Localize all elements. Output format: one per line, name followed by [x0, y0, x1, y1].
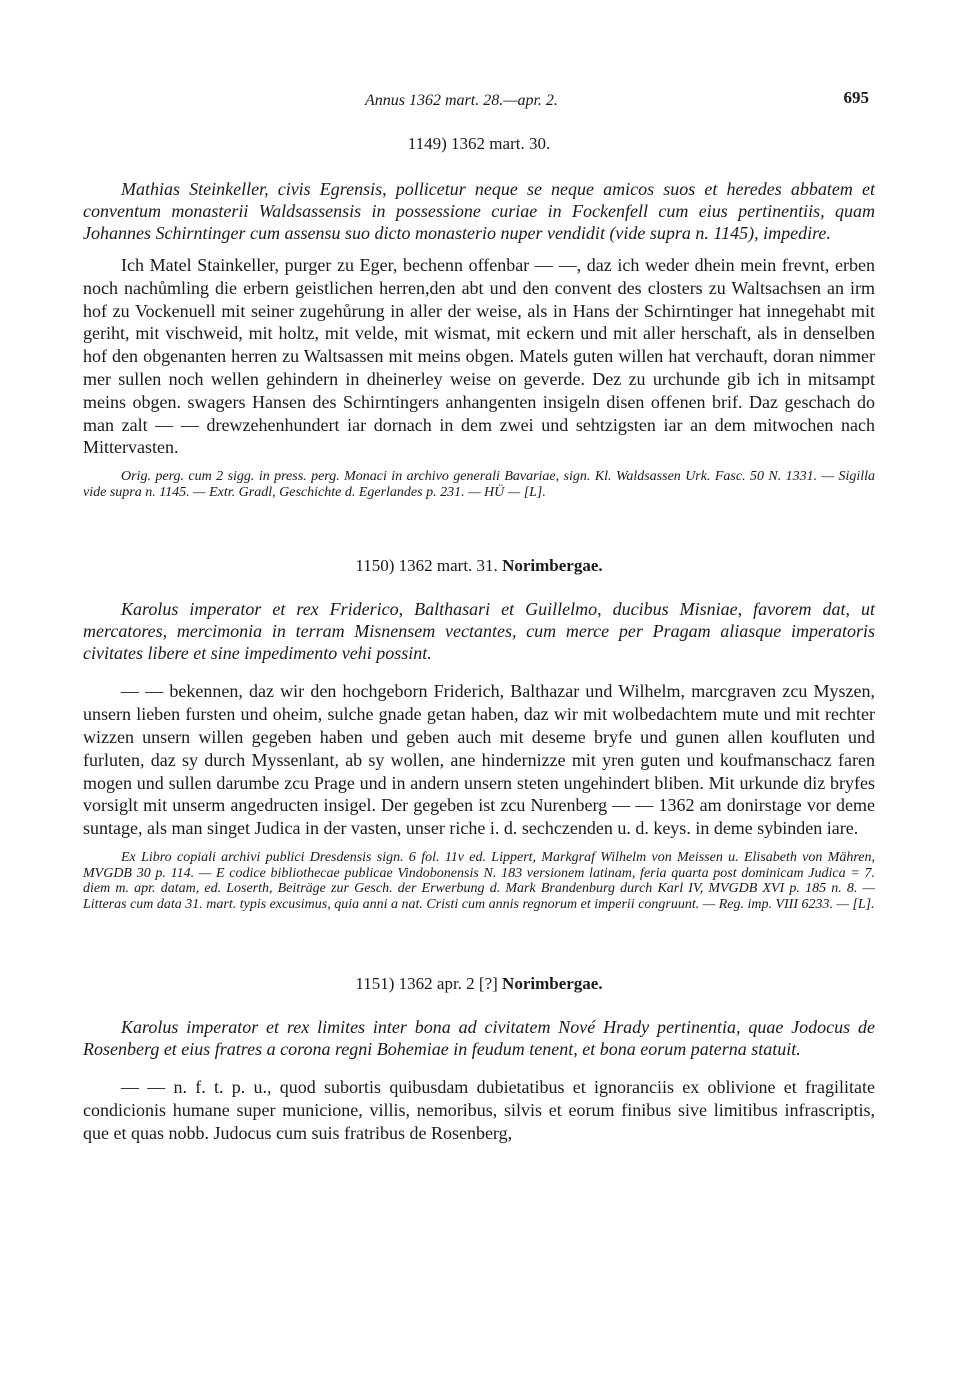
entry-regest: Karolus imperator et rex limites inter bona ad civitatem Nové Hrady pertinentia, quae Jodocus de Rosenberg et eius fratres a corona regni Bohemiae in feudum tenent, et bona eorum paterna statuit. — [83, 1017, 875, 1060]
entry-text: — — n. f. t. p. u., quod subortis quibusdam dubietatibus et ignoranciis ex oblivione et fragilitate condicionis humane super municione, villis, nemoribus, silvis et eorum finibus sive limitibus infrascriptis, que et quas nobb. Judocus cum suis fratribus de Rosenberg, — [83, 1077, 875, 1143]
entry-place: Norimbergae. — [502, 974, 603, 994]
running-title: Annus 1362 mart. 28.—apr. 2. — [365, 92, 558, 109]
entry-number-date: 1149) 1362 mart. 30. — [407, 134, 551, 153]
entry-regest: Mathias Steinkeller, civis Egrensis, pollicetur neque se neque amicos suos et heredes abbatem et conventum monasterii Waldsassensis in possessione curiae in Fockenfell cum eius pertinentiis, quam Johannes Schirntinger cum assensu suo dicto monasterio nuper vendidit (vide supra n. 1145), impedire. — [83, 179, 875, 243]
running-head — [83, 86, 875, 116]
entry-source-note: Orig. perg. cum 2 sigg. in press. perg. Monaci in archivo generali Bavariae, sign. Kl. Waldsassen Urk. Fasc. 50 N. 1331. — Sigilla vide supra n. 1145. — Extr. Gradl, Geschichte d. Egerlandes p. 231. — HÜ — [L]. — [83, 469, 875, 500]
entry-place: Norimbergae. — [502, 556, 603, 576]
entry-number-date: 1150) 1362 mart. 31. — [355, 556, 498, 576]
entry-heading — [83, 556, 875, 576]
entry-text: Ich Matel Stainkeller, purger zu Eger, bechenn offenbar — —, daz ich weder dhein mein frevnt, erben noch nachůmling die erbern geistlichen herren,den abt und den convent des closters zu Waltsachsen an irm hof zu Vockenuell mit seiner zugehůrung in aller der weise, als in Hans der Schirntinger hat innegehabt mit geriht, mit vischweid, mit holtz, mit velde, mit wismat, mit eckern und mit aller herschaft, als in denselben hof den obgenanten herren zu Waltsassen mit meins obgen. Matels guten willen hat verchauft, doran nimmer mer sullen noch wellen gehindern in dheinerley weise on geverde. Dez zu urchunde gib ich in mitsampt meins obgen. swagers Hansen des Schirntingers anhangenten insigeln disen offenen brif. Daz geschach do man zalt — — drewzehenhundert iar dornach in dem zwei und sehtzigsten iar an dem mitwochen nach Mittervasten. — [83, 255, 875, 458]
document-page — [83, 86, 875, 1145]
entry-heading — [83, 974, 875, 994]
entry-source-note: Ex Libro copiali archivi publici Dresdensis sign. 6 fol. 11v ed. Lippert, Markgraf Wilhelm von Meissen u. Elisabeth von Mähren, MVGDB 30 p. 114. — E codice bibliothecae publicae Vindobonensis N. 183 versionem latinam, feria quarta post dominicam Judica = 7. diem m. apr. datam, ed. Loserth, Beiträge zur Gesch. der Erwerbung d. Mark Brandenburg durch Karl IV, MVGDB XVI p. 185 n. 8. — Litteras cum data 31. mart. typis excusimus, quia anni a nat. Cristi cum annis regnorum et imperii congruunt. — Reg. imp. VIII 6233. — [L]. — [83, 849, 875, 912]
entry-text: — — bekennen, daz wir den hochgeborn Friderich, Balthazar und Wilhelm, marcgraven zcu Myszen, unsern lieben fursten und oheim, sulche gnade getan haben, daz wir mit wolbedachtem mute und mit rechter wizzen unsern willen gegeben haben und geben auch mit deseme bryfe und gunen allen koufluten und furluten, daz sy durch Myssenlant, ab sy wollen, ane hindernizze mit yren guten und koufmanschacz faren mogen und sullen darumbe zcu Prage und in andern unsern steten ungehindert bliben. Mit urkunde diz bryfes vorsiglt mit unserm angedructen insigel. Der gegeben ist zcu Nurenberg — — 1362 am donirstage vor deme suntage, als man singet Judica in der vasten, unser riche i. d. sechczenden u. d. keys. in deme sybinden iare. — [83, 681, 875, 839]
page-number: 695 — [843, 88, 869, 107]
entry-heading — [83, 134, 875, 154]
entry-regest: Karolus imperator et rex Friderico, Balthasari et Guillelmo, ducibus Misniae, favorem dat, ut mercatores, mercimonia in terram Misnensem vectantes, cum merce per Pragam aliasque imperatoris civitates libere et sine impedimento vehi possint. — [83, 599, 875, 664]
entry-number-date: 1151) 1362 apr. 2 [?] — [355, 974, 498, 994]
